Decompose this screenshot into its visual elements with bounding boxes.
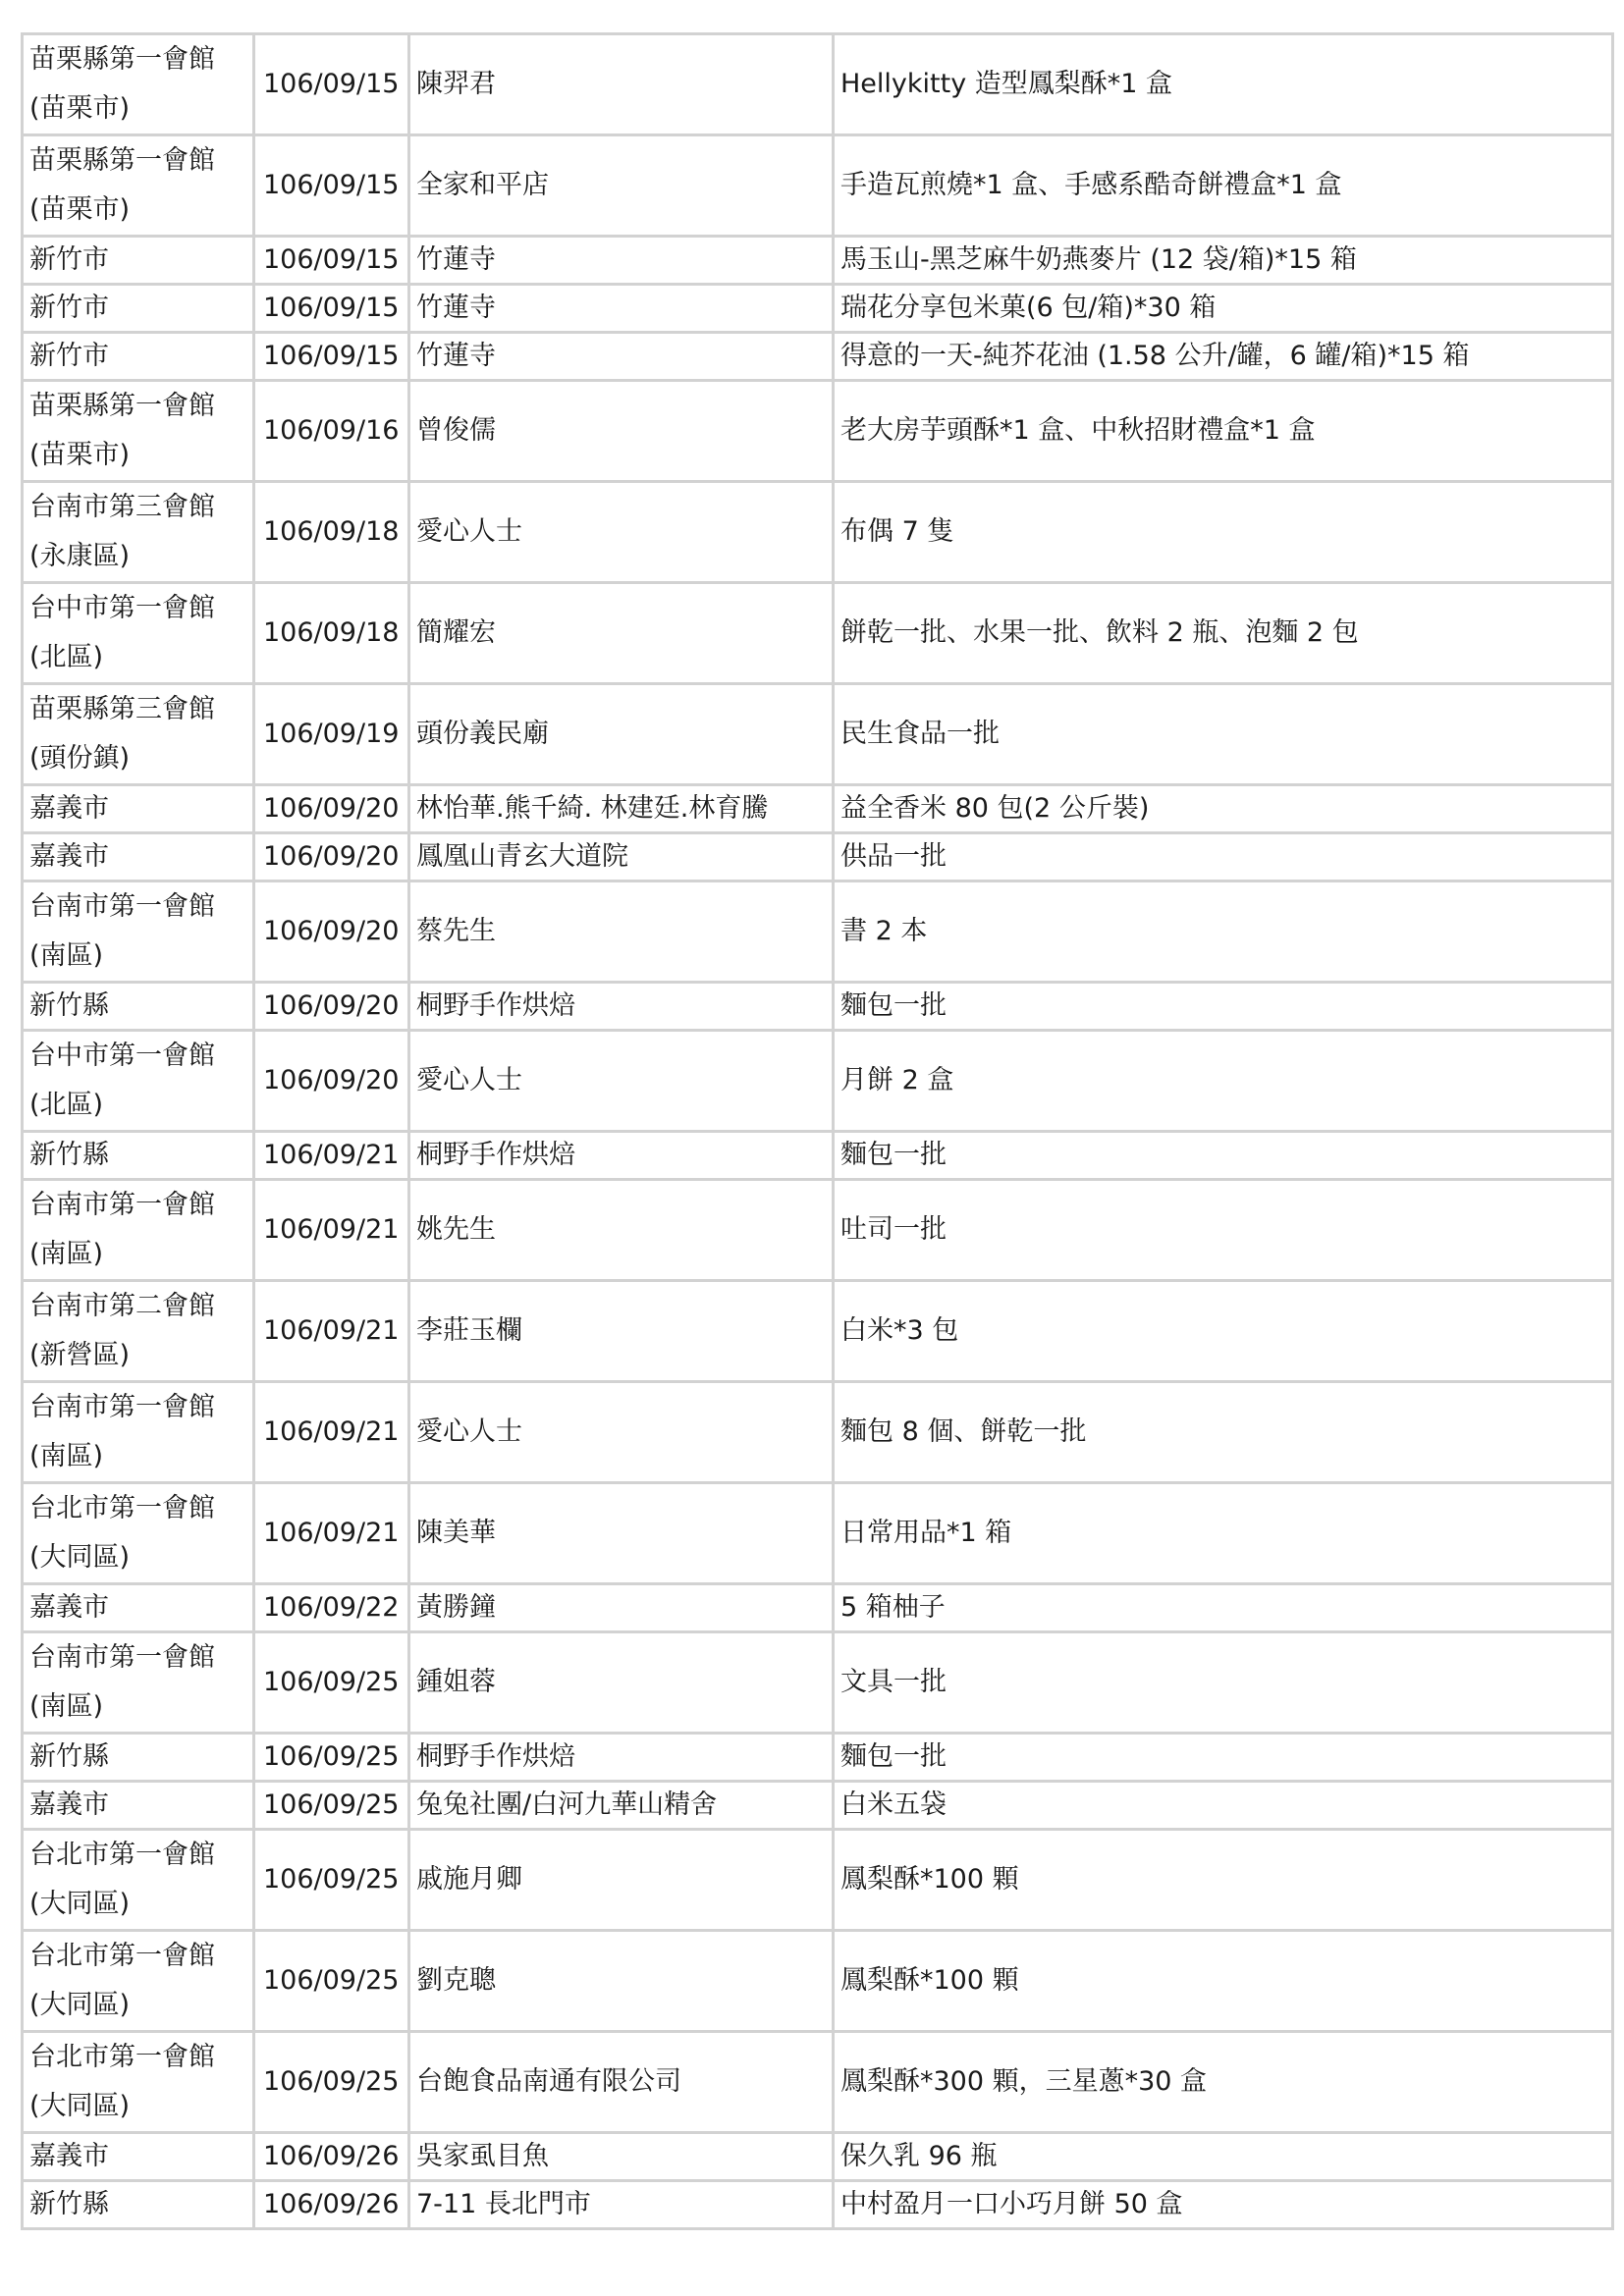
date-cell: 106/09/19	[254, 684, 409, 785]
location-name: 嘉義市	[29, 2141, 109, 2171]
location-name: 嘉義市	[29, 1789, 109, 1820]
donor-cell: 陳美華	[409, 1483, 834, 1584]
location-name: 台南市第二會館	[29, 1291, 215, 1321]
location-cell	[23, 1830, 254, 1931]
location-name: 新竹市	[29, 341, 109, 371]
date-cell: 106/09/18	[254, 482, 409, 583]
location-cell	[23, 2032, 254, 2133]
location-cell	[23, 583, 254, 684]
location-name: 新竹縣	[29, 1140, 109, 1170]
date-cell: 106/09/21	[254, 1132, 409, 1180]
table-row	[23, 1830, 1613, 1931]
item-cell: 白米五袋	[834, 1782, 1613, 1830]
location-district: (北區)	[29, 642, 104, 672]
donation-table-body	[23, 34, 1613, 2229]
location-district: (苗栗市)	[29, 440, 131, 470]
location-cell	[23, 333, 254, 381]
table-row	[23, 135, 1613, 237]
date-cell: 106/09/20	[254, 785, 409, 833]
location-cell	[23, 1281, 254, 1382]
item-cell: 月餅 2 盒	[834, 1031, 1613, 1132]
date-cell: 106/09/21	[254, 1382, 409, 1483]
donor-cell: 竹蓮寺	[409, 285, 834, 333]
item-cell: 保久乳 96 瓶	[834, 2133, 1613, 2181]
donor-cell: 鍾姐蓉	[409, 1632, 834, 1734]
location-district: (南區)	[29, 1441, 104, 1471]
item-cell: 老大房芋頭酥*1 盒、中秋招財禮盒*1 盒	[834, 381, 1613, 482]
location-cell	[23, 1483, 254, 1584]
donor-cell: 鳳凰山青玄大道院	[409, 833, 834, 881]
location-cell	[23, 1180, 254, 1281]
donor-cell: 陳羿君	[409, 34, 834, 135]
location-cell	[23, 983, 254, 1031]
donor-cell: 全家和平店	[409, 135, 834, 237]
location-name: 苗栗縣第一會館	[29, 44, 215, 75]
location-cell	[23, 1584, 254, 1632]
date-cell: 106/09/25	[254, 1734, 409, 1782]
location-name: 嘉義市	[29, 1592, 109, 1623]
date-cell: 106/09/18	[254, 583, 409, 684]
date-cell: 106/09/22	[254, 1584, 409, 1632]
item-cell: 手造瓦煎燒*1 盒、手感系酷奇餅禮盒*1 盒	[834, 135, 1613, 237]
location-cell	[23, 1734, 254, 1782]
date-cell: 106/09/15	[254, 237, 409, 285]
donor-cell: 戚施月卿	[409, 1830, 834, 1931]
location-name: 新竹縣	[29, 2189, 109, 2219]
date-cell: 106/09/15	[254, 285, 409, 333]
date-cell: 106/09/15	[254, 34, 409, 135]
item-cell: Hellykitty 造型鳳梨酥*1 盒	[834, 34, 1613, 135]
location-district: (頭份鎮)	[29, 743, 131, 774]
item-cell: 5 箱柚子	[834, 1584, 1613, 1632]
location-cell	[23, 482, 254, 583]
table-row	[23, 983, 1613, 1031]
location-district: (北區)	[29, 1090, 104, 1120]
item-cell: 麵包一批	[834, 983, 1613, 1031]
table-row	[23, 833, 1613, 881]
date-cell: 106/09/21	[254, 1483, 409, 1584]
location-cell	[23, 1132, 254, 1180]
date-cell: 106/09/15	[254, 333, 409, 381]
location-name: 台南市第一會館	[29, 1392, 215, 1422]
donor-cell: 7-11 長北門市	[409, 2181, 834, 2229]
location-name: 台北市第一會館	[29, 2042, 215, 2072]
table-row	[23, 684, 1613, 785]
location-district: (南區)	[29, 1239, 104, 1269]
table-row	[23, 785, 1613, 833]
location-cell	[23, 1031, 254, 1132]
location-cell	[23, 785, 254, 833]
table-row	[23, 1584, 1613, 1632]
date-cell: 106/09/26	[254, 2181, 409, 2229]
table-row	[23, 1483, 1613, 1584]
table-row	[23, 1132, 1613, 1180]
location-district: (南區)	[29, 1691, 104, 1722]
item-cell: 瑞花分享包米菓(6 包/箱)*30 箱	[834, 285, 1613, 333]
table-row	[23, 381, 1613, 482]
date-cell: 106/09/15	[254, 135, 409, 237]
date-cell: 106/09/25	[254, 1931, 409, 2032]
donor-cell: 桐野手作烘焙	[409, 1132, 834, 1180]
table-row	[23, 1382, 1613, 1483]
donor-cell: 愛心人士	[409, 1382, 834, 1483]
item-cell: 鳳梨酥*300 顆，三星蔥*30 盒	[834, 2032, 1613, 2133]
location-cell	[23, 237, 254, 285]
location-district: (大同區)	[29, 2091, 131, 2121]
location-cell	[23, 1931, 254, 2032]
location-name: 台南市第一會館	[29, 1190, 215, 1220]
table-row	[23, 1782, 1613, 1830]
table-row	[23, 1734, 1613, 1782]
location-cell	[23, 881, 254, 983]
item-cell: 白米*3 包	[834, 1281, 1613, 1382]
date-cell: 106/09/25	[254, 1632, 409, 1734]
table-row	[23, 1031, 1613, 1132]
table-row	[23, 333, 1613, 381]
donor-cell: 桐野手作烘焙	[409, 1734, 834, 1782]
date-cell: 106/09/21	[254, 1180, 409, 1281]
location-name: 台中市第一會館	[29, 1041, 215, 1071]
item-cell: 書 2 本	[834, 881, 1613, 983]
location-name: 台北市第一會館	[29, 1840, 215, 1870]
table-row	[23, 2032, 1613, 2133]
location-name: 新竹縣	[29, 990, 109, 1021]
table-row	[23, 1931, 1613, 2032]
location-district: (南區)	[29, 940, 104, 971]
table-row	[23, 1632, 1613, 1734]
date-cell: 106/09/20	[254, 983, 409, 1031]
table-row	[23, 583, 1613, 684]
donor-cell: 愛心人士	[409, 1031, 834, 1132]
table-row	[23, 482, 1613, 583]
donor-cell: 桐野手作烘焙	[409, 983, 834, 1031]
item-cell: 吐司一批	[834, 1180, 1613, 1281]
donor-cell: 吳家虱目魚	[409, 2133, 834, 2181]
date-cell: 106/09/25	[254, 2032, 409, 2133]
table-row	[23, 2181, 1613, 2229]
location-name: 新竹市	[29, 244, 109, 275]
donor-cell: 姚先生	[409, 1180, 834, 1281]
date-cell: 106/09/21	[254, 1281, 409, 1382]
location-name: 苗栗縣第一會館	[29, 145, 215, 176]
donor-cell: 林怡華.熊千綺. 林建廷.林育騰	[409, 785, 834, 833]
table-row	[23, 34, 1613, 135]
item-cell: 供品一批	[834, 833, 1613, 881]
item-cell: 文具一批	[834, 1632, 1613, 1734]
location-cell	[23, 2133, 254, 2181]
location-name: 台南市第三會館	[29, 492, 215, 522]
item-cell: 鳳梨酥*100 顆	[834, 1931, 1613, 2032]
location-name: 嘉義市	[29, 841, 109, 872]
location-name: 新竹縣	[29, 1741, 109, 1772]
location-name: 苗栗縣第一會館	[29, 391, 215, 421]
donation-table	[21, 32, 1614, 2230]
location-cell	[23, 135, 254, 237]
donor-cell: 頭份義民廟	[409, 684, 834, 785]
item-cell: 鳳梨酥*100 顆	[834, 1830, 1613, 1931]
donor-cell: 劉克聰	[409, 1931, 834, 2032]
donor-cell: 愛心人士	[409, 482, 834, 583]
location-name: 嘉義市	[29, 793, 109, 824]
date-cell: 106/09/25	[254, 1782, 409, 1830]
table-row	[23, 285, 1613, 333]
donor-cell: 簡耀宏	[409, 583, 834, 684]
item-cell: 麵包 8 個、餅乾一批	[834, 1382, 1613, 1483]
item-cell: 日常用品*1 箱	[834, 1483, 1613, 1584]
location-cell	[23, 2181, 254, 2229]
donor-cell: 李莊玉欄	[409, 1281, 834, 1382]
date-cell: 106/09/16	[254, 381, 409, 482]
location-name: 新竹市	[29, 293, 109, 323]
donor-cell: 竹蓮寺	[409, 237, 834, 285]
location-district: (大同區)	[29, 1542, 131, 1573]
date-cell: 106/09/20	[254, 833, 409, 881]
donor-cell: 台飽食品南通有限公司	[409, 2032, 834, 2133]
item-cell: 餅乾一批、水果一批、飲料 2 瓶、泡麵 2 包	[834, 583, 1613, 684]
date-cell: 106/09/26	[254, 2133, 409, 2181]
location-name: 台南市第一會館	[29, 1642, 215, 1673]
table-row	[23, 237, 1613, 285]
location-district: (大同區)	[29, 1889, 131, 1919]
location-cell	[23, 1632, 254, 1734]
location-cell	[23, 833, 254, 881]
location-cell	[23, 1782, 254, 1830]
item-cell: 中村盈月一口小巧月餅 50 盒	[834, 2181, 1613, 2229]
date-cell: 106/09/20	[254, 1031, 409, 1132]
location-cell	[23, 1382, 254, 1483]
location-cell	[23, 34, 254, 135]
location-cell	[23, 381, 254, 482]
date-cell: 106/09/25	[254, 1830, 409, 1931]
donor-cell: 竹蓮寺	[409, 333, 834, 381]
donor-cell: 蔡先生	[409, 881, 834, 983]
location-district: (永康區)	[29, 541, 131, 571]
item-cell: 得意的一天-純芥花油 (1.58 公升/罐，6 罐/箱)*15 箱	[834, 333, 1613, 381]
location-name: 台南市第一會館	[29, 891, 215, 922]
date-cell: 106/09/20	[254, 881, 409, 983]
item-cell: 民生食品一批	[834, 684, 1613, 785]
donor-cell: 兔兔社團/白河九華山精舍	[409, 1782, 834, 1830]
location-name: 台北市第一會館	[29, 1941, 215, 1971]
table-row	[23, 1180, 1613, 1281]
location-district: (大同區)	[29, 1990, 131, 2020]
location-cell	[23, 684, 254, 785]
location-name: 苗栗縣第三會館	[29, 694, 215, 724]
location-name: 台北市第一會館	[29, 1493, 215, 1523]
item-cell: 麵包一批	[834, 1132, 1613, 1180]
item-cell: 布偶 7 隻	[834, 482, 1613, 583]
item-cell: 麵包一批	[834, 1734, 1613, 1782]
item-cell: 益全香米 80 包(2 公斤裝)	[834, 785, 1613, 833]
table-row	[23, 881, 1613, 983]
table-row	[23, 2133, 1613, 2181]
location-name: 台中市第一會館	[29, 593, 215, 623]
location-district: (苗栗市)	[29, 194, 131, 225]
location-cell	[23, 285, 254, 333]
location-district: (新營區)	[29, 1340, 131, 1370]
donor-cell: 黃勝鐘	[409, 1584, 834, 1632]
item-cell: 馬玉山-黑芝麻牛奶燕麥片 (12 袋/箱)*15 箱	[834, 237, 1613, 285]
location-district: (苗栗市)	[29, 93, 131, 124]
table-row	[23, 1281, 1613, 1382]
donor-cell: 曾俊儒	[409, 381, 834, 482]
